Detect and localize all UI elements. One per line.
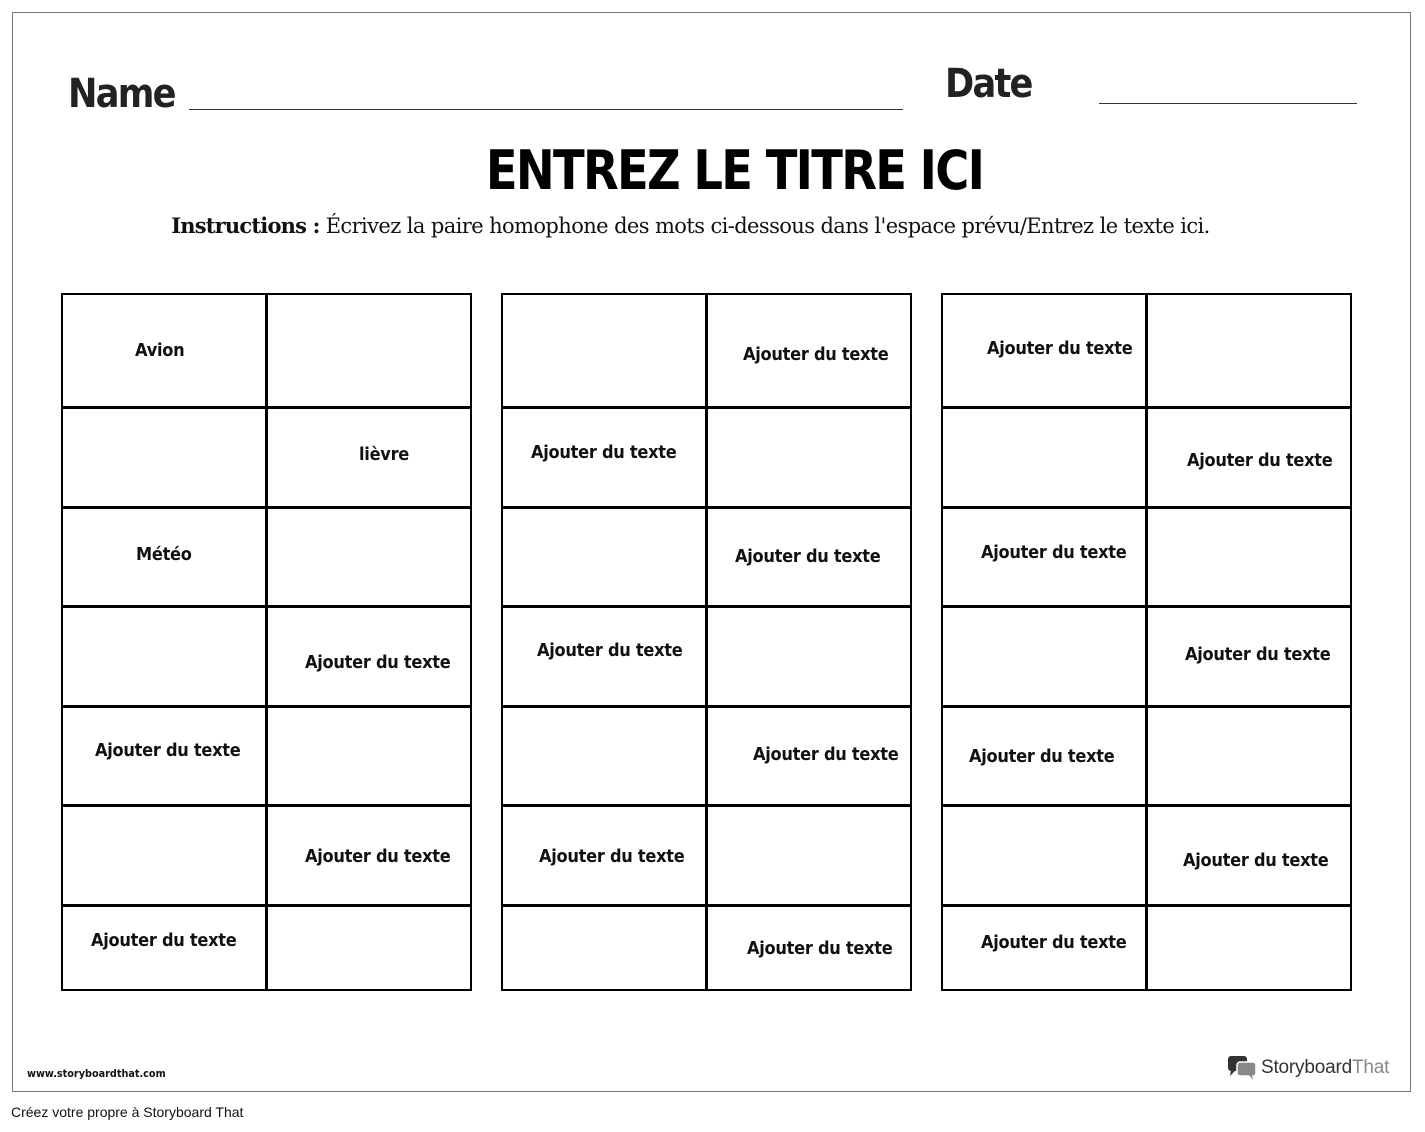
- row-divider: [943, 705, 1350, 708]
- row-divider: [503, 605, 910, 608]
- instructions-text: Écrivez la paire homophone des mots ci-dessous dans l'espace prévu/Entrez le texte ici.: [319, 214, 1210, 238]
- table-cell[interactable]: Ajouter du texte: [305, 652, 451, 673]
- table-cell[interactable]: Ajouter du texte: [1187, 450, 1333, 471]
- row-divider: [943, 506, 1350, 509]
- row-divider: [943, 605, 1350, 608]
- site-url: www.storyboardthat.com: [27, 1067, 166, 1080]
- homophone-table-2: [501, 293, 912, 991]
- table-cell[interactable]: Ajouter du texte: [539, 846, 685, 867]
- name-label: Name: [68, 71, 175, 117]
- instructions[interactable]: [13, 213, 1368, 238]
- row-divider: [503, 406, 910, 409]
- name-line: [189, 109, 903, 110]
- table-cell[interactable]: Ajouter du texte: [987, 338, 1133, 359]
- date-line: [1099, 103, 1357, 104]
- table-cell[interactable]: Avion: [135, 340, 185, 361]
- row-divider: [503, 904, 910, 907]
- table-cell[interactable]: lièvre: [359, 444, 410, 465]
- table-cell[interactable]: Ajouter du texte: [743, 344, 889, 365]
- table-cell[interactable]: Ajouter du texte: [531, 442, 677, 463]
- row-divider: [943, 904, 1350, 907]
- column-divider: [705, 295, 708, 989]
- homophone-table-3: [941, 293, 1352, 991]
- table-cell[interactable]: Ajouter du texte: [747, 938, 893, 959]
- logo-text-storyboard: Storyboard: [1261, 1057, 1352, 1078]
- table-cell[interactable]: Ajouter du texte: [735, 546, 881, 567]
- row-divider: [63, 506, 470, 509]
- date-label: Date: [945, 61, 1032, 107]
- table-cell[interactable]: Ajouter du texte: [537, 640, 683, 661]
- row-divider: [943, 804, 1350, 807]
- row-divider: [63, 904, 470, 907]
- row-divider: [503, 506, 910, 509]
- worksheet-title[interactable]: ENTREZ LE TITRE ICI: [485, 139, 984, 202]
- storyboardthat-logo: [1227, 1054, 1389, 1082]
- table-cell[interactable]: Ajouter du texte: [969, 746, 1115, 767]
- row-divider: [503, 705, 910, 708]
- table-cell[interactable]: Météo: [136, 544, 192, 565]
- column-divider: [1145, 295, 1148, 989]
- logo-text-that: That: [1351, 1057, 1390, 1078]
- homophone-table-1: [61, 293, 472, 991]
- table-cell[interactable]: Ajouter du texte: [95, 740, 241, 761]
- column-divider: [265, 295, 268, 989]
- instructions-lead: Instructions :: [171, 213, 320, 238]
- table-cell[interactable]: Ajouter du texte: [981, 542, 1127, 563]
- row-divider: [63, 406, 470, 409]
- table-cell[interactable]: Ajouter du texte: [91, 930, 237, 951]
- row-divider: [63, 705, 470, 708]
- table-cell[interactable]: Ajouter du texte: [1183, 850, 1329, 871]
- table-cell[interactable]: Ajouter du texte: [753, 744, 899, 765]
- table-cell[interactable]: Ajouter du texte: [305, 846, 451, 867]
- row-divider: [943, 406, 1350, 409]
- worksheet: [12, 12, 1411, 1092]
- row-divider: [503, 804, 910, 807]
- table-cell[interactable]: Ajouter du texte: [981, 932, 1127, 953]
- logo-text: [1261, 1057, 1389, 1079]
- table-cell[interactable]: Ajouter du texte: [1185, 644, 1331, 665]
- footer-note[interactable]: Créez votre propre à Storyboard That: [11, 1104, 244, 1120]
- row-divider: [63, 605, 470, 608]
- speech-bubbles-icon: [1227, 1055, 1257, 1081]
- row-divider: [63, 804, 470, 807]
